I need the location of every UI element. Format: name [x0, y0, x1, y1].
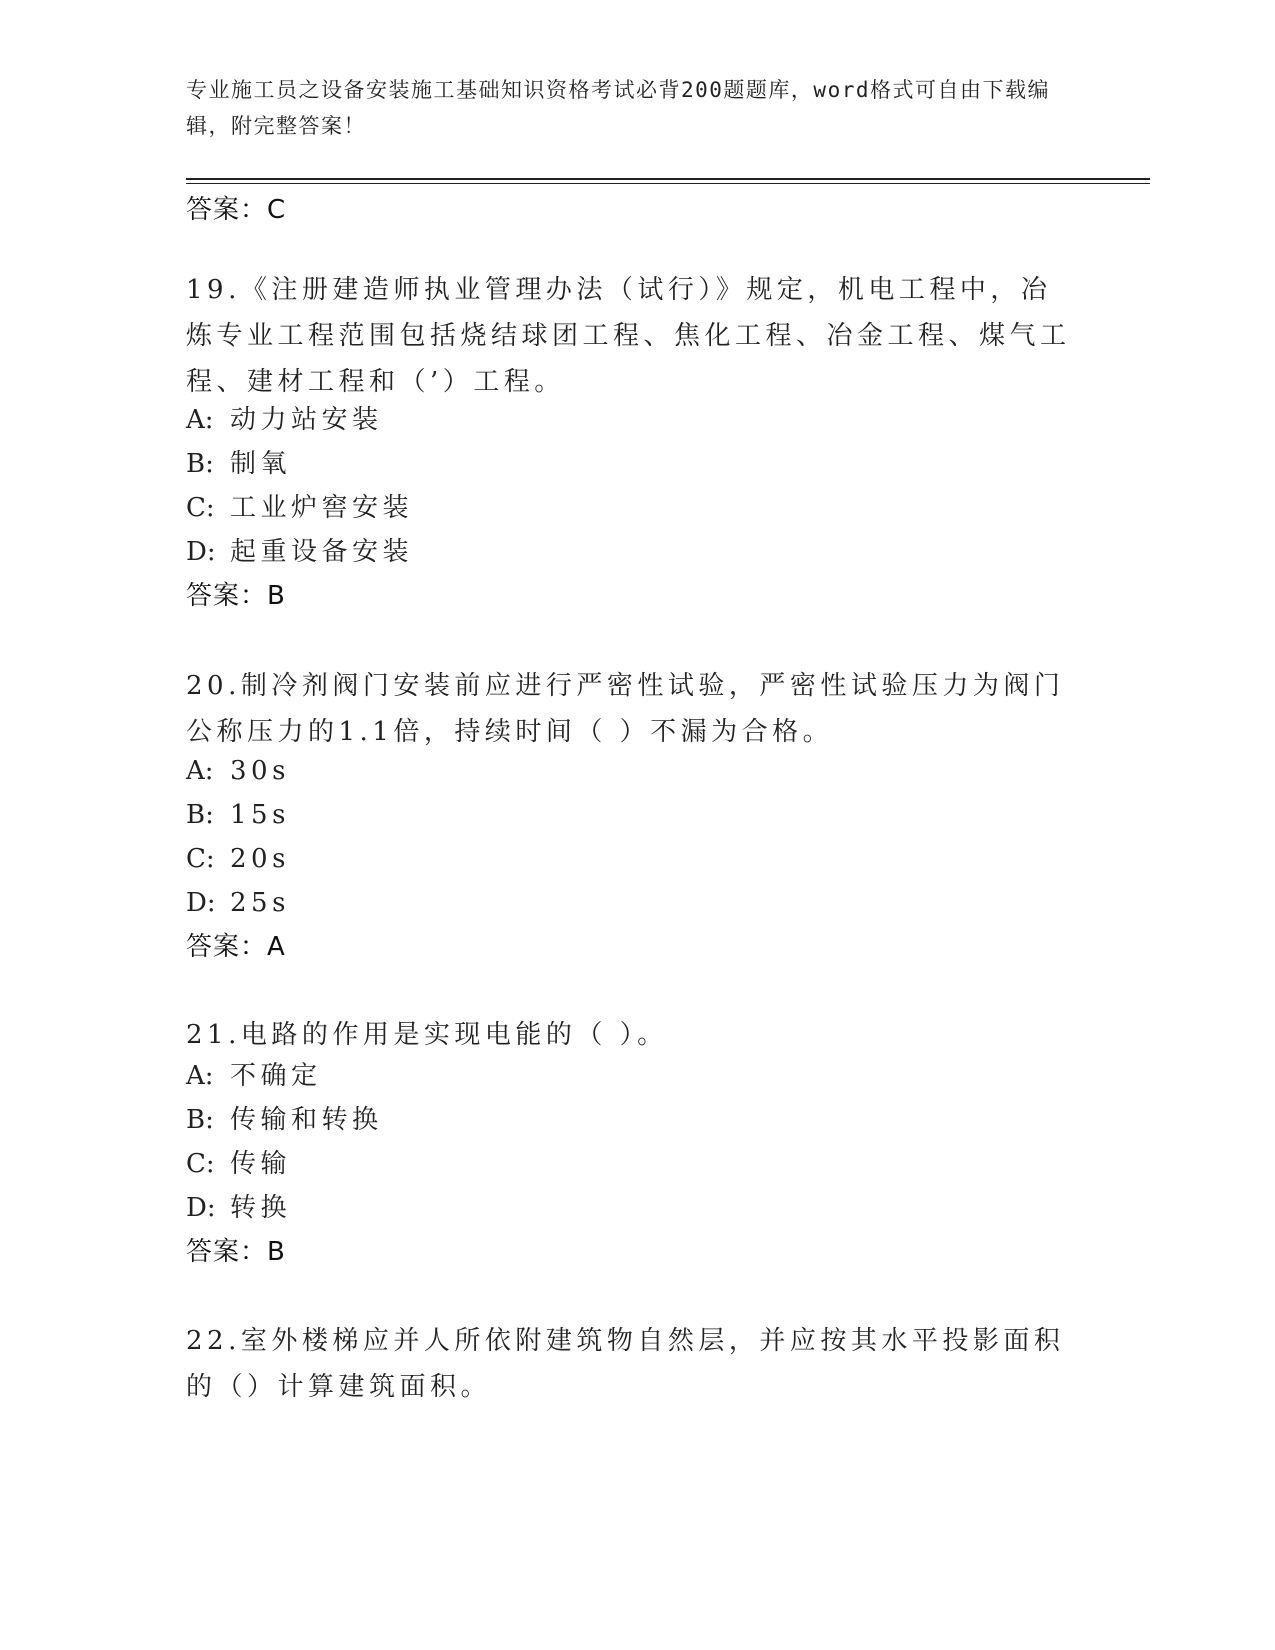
option-text: 传输 [230, 1149, 292, 1179]
option-letter: A: [186, 756, 214, 786]
option-letter: C: [186, 493, 215, 523]
option-text: 30s [230, 756, 290, 786]
option-letter: B: [186, 800, 214, 830]
option-text: 15s [230, 800, 290, 830]
question-21-option-b [186, 1102, 383, 1138]
option-letter: D: [186, 537, 216, 567]
option-text: 工业炉窖安装 [230, 493, 414, 523]
question-21-option-d [186, 1190, 291, 1226]
question-20-option-c [186, 841, 290, 877]
question-19-option-a [186, 402, 383, 438]
option-text: 不确定 [230, 1061, 322, 1091]
option-text: 25s [230, 888, 290, 918]
option-letter: B: [186, 1105, 214, 1135]
question-21-option-c [186, 1146, 291, 1182]
question-22-text: 22.室外楼梯应并人所依附建筑物自然层，并应按其水平投影面积的（）计算建筑面积。 [186, 1326, 1065, 1402]
question-21-option-a [186, 1058, 322, 1094]
option-letter: A: [186, 405, 214, 435]
question-20-option-a [186, 753, 290, 789]
question-19-text: 19.《注册建造师执业管理办法（试行）》规定，机电工程中，冶炼专业工程范围包括烧结球团工程、焦化工程、冶金工程、煤气工程、建材工程和（’）工程。 [186, 275, 1071, 397]
option-letter: B: [186, 449, 214, 479]
question-20-option-d [186, 885, 290, 921]
header-rule-thin [186, 183, 1150, 184]
question-20-option-b [186, 797, 290, 833]
option-text: 20s [230, 844, 290, 874]
option-letter: C: [186, 1149, 215, 1179]
option-letter: C: [186, 844, 215, 874]
option-text: 动力站安装 [230, 405, 383, 435]
answer-q19: 答案：B [186, 581, 286, 611]
option-letter: D: [186, 888, 216, 918]
option-text: 起重设备安装 [230, 537, 414, 567]
answer-q18: 答案：C [186, 195, 287, 225]
question-19-option-b [186, 446, 291, 482]
question-20-text: 20.制冷剂阀门安装前应进行严密性试验，严密性试验压力为阀门公称压力的1.1倍，持续时间（ ）不漏为合格。 [186, 671, 1065, 747]
question-21-text: 21.电路的作用是实现电能的（ ）。 [186, 1020, 668, 1050]
header-rule-thick [186, 178, 1150, 180]
question-19-option-d [186, 534, 413, 570]
answer-q21: 答案：B [186, 1237, 286, 1267]
question-19-option-c [186, 490, 413, 526]
option-text: 转换 [230, 1193, 292, 1223]
option-letter: D: [186, 1193, 216, 1223]
header-note: 专业施工员之设备安装施工基础知识资格考试必背200题题库，word格式可自由下载编辑，附完整答案！ [186, 78, 1050, 138]
answer-q20: 答案：A [186, 932, 286, 962]
option-letter: A: [186, 1061, 214, 1091]
option-text: 传输和转换 [230, 1105, 383, 1135]
option-text: 制氧 [230, 449, 292, 479]
